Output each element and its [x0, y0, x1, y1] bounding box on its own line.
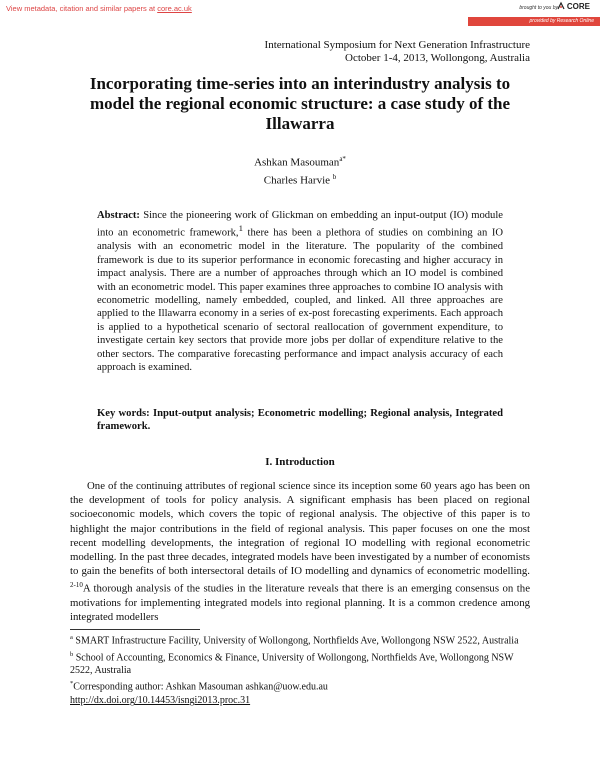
footnote-a-marker: a [70, 634, 73, 641]
conference-line-1: International Symposium for Next Generation Infrastructure [264, 39, 530, 51]
author-2-affiliation: b [332, 172, 337, 181]
core-label: CORE [566, 1, 590, 11]
abstract [97, 209, 503, 374]
footnote-b-marker: b [70, 650, 74, 658]
author-list [0, 152, 600, 187]
intro-citation: 2-10 [70, 581, 83, 590]
corresponding-author-text: Corresponding author: Ashkan Masouman ashkan@uow.edu.au [73, 681, 328, 693]
footnote-a-text: SMART Infrastructure Facility, University of Wollongong, Northfields Ave, Wollongong NSW 2522, Australia [72, 635, 519, 647]
intro-text-1: One of the continuing attributes of regional science since its inception some 60 years ago has been on the development of tools for policy analysis. A significant emphasis has been placed on regional socioeconomic models, which covers the topic of regional analysis. The objective of this paper is to highlight the major contributions in the field of regional analysis. This paper focuses on one the most recent modelling developments, the integration of regional IO modelling with regional econometric modelling. In the past three decades, integrated models have been investigated by a number of economists to gain the benefits of both intersectoral details of IO modelling and dynamics of econometric modelling. [70, 480, 530, 578]
doi-link[interactable]: http://dx.doi.org/10.14453/isngi2013.proc.31 [70, 695, 251, 707]
conference-header [265, 39, 530, 65]
author-1 [0, 152, 600, 170]
core-link-prefix: View metadata, citation and similar papers at [6, 4, 158, 13]
introduction-paragraph [70, 479, 530, 625]
conference-line-2: October 1-4, 2013, Wollongong, Australia [345, 52, 530, 64]
footnote-corresponding [70, 678, 530, 694]
author-1-affiliation: a* [339, 155, 346, 163]
intro-text-2: A thorough analysis of the studies in the literature reveals that there is an emerging consensus on the motivations for implementing integrated models into regional planning. It is a common credence among integrated modellers [70, 583, 530, 624]
footnotes [70, 632, 530, 709]
abstract-citation: 1 [238, 223, 243, 234]
core-banner [0, 0, 600, 28]
paper-title: Incorporating time-series into an interindustry analysis to model the regional economic structure: a case study of the Illawarra [89, 74, 511, 133]
footnote-b-text: School of Accounting, Economics & Finance, University of Wollongong, Northfields Ave, Wollongong NSW 2522, Australia [70, 652, 514, 676]
footnote-doi [70, 695, 530, 708]
footnote-divider [70, 629, 200, 630]
keywords: Key words: Input-output analysis; Econometric modelling; Regional analysis, Integrated framework. [97, 408, 503, 433]
section-heading: I. Introduction [265, 456, 335, 468]
footnote-c-marker: * [70, 680, 74, 688]
core-logo[interactable] [556, 1, 590, 11]
core-logo-icon [556, 1, 566, 11]
core-metadata-link[interactable] [6, 4, 192, 13]
core-ac-uk-link[interactable]: core.ac.uk [157, 4, 192, 13]
footnote-b [70, 649, 530, 678]
abstract-text-1: Since the pioneering work of Glickman on embedding an input-output (IO) module into an econometric framework, [97, 210, 503, 239]
abstract-text-2: there has been a plethora of studies on combining an IO analysis with an econometric model in the literature. The popularity of the combined framework is due to its superior performance in economic forecasting and higher accuracy in impact analysis. There are a number of approaches through which an IO model is combined with an econometric model. This paper examines three approaches to combine IO analysis with econometric modelling, namely embedded, coupled, and linked. All three approaches are applied to the Illawarra economy in a series of ex-post forecasting experiments. Each approach is applied to a hypothetical scenario of sectoral reallocation of government expenditure, to investigate certain key sectors that provide more jobs per dollar of expenditure relative to the other sectors. The comparative forecasting performance and impact analysis accuracy of each approach is examined. [97, 227, 503, 373]
brought-to-you-label: brought to you by [519, 5, 558, 11]
author-1-name: Ashkan Masouman [254, 156, 340, 169]
footnote-a [70, 632, 530, 648]
provided-by-bar[interactable]: provided by Research Online [468, 17, 600, 26]
author-2-name: Charles Harvie [263, 174, 333, 187]
abstract-label: Abstract: [97, 210, 140, 221]
author-2 [0, 170, 600, 188]
